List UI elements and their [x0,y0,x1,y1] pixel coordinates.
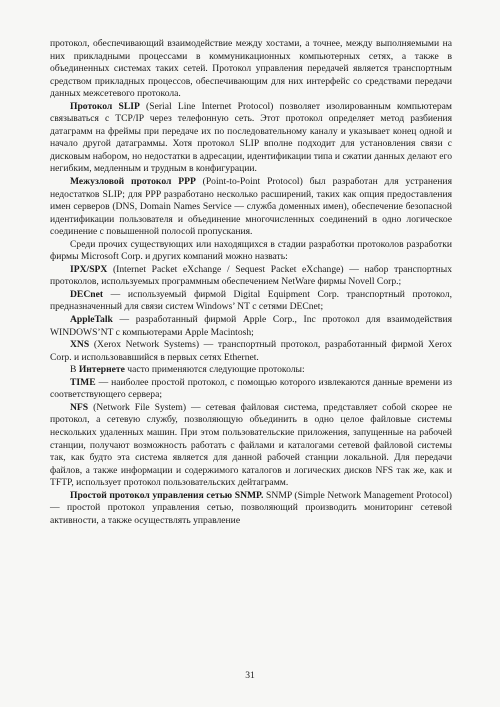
paragraph-text: протокол, обеспечивающий взаимодействие между хостами, а точнее, между выполняемыми на них прикладными процессами в коммуникационных компьютерных сетях, а также в объединенных системах таких сетей. Протокол управления передачей является транспортным средством прикладных процессов, обеспечивающим для них интерфейс со средствами передачи данных межсетевого протокола. [50,38,452,100]
paragraph-text: В [70,364,79,376]
paragraph-appletalk [50,314,452,339]
term-heading: AppleTalk [70,314,113,326]
paragraph-tcp-intro [50,38,452,101]
term-heading: Протокол SLIP [70,100,140,112]
paragraph-text: Среди прочих существующих или находящихся в стадии разработки протоколов разработки фирмы Microsoft Corp. и других компаний можно назвать: [50,238,452,263]
term-heading: IPX/SPX [70,263,108,275]
body-text [50,38,452,527]
term-heading: NFS [70,401,89,413]
paragraph-snmp [50,490,452,528]
paragraph-other-protocols [50,239,452,264]
paragraph-time [50,377,452,402]
page-number: 31 [245,670,255,681]
paragraph-text: (Point-to-Point Protocol) был разработан для устранения недостатков SLIP; для PPP разработано несколько расширений, таких как опция предоставления имен серверов (DNS, Domain Names Service — служба доменных имен), обеспечение безопасной идентификации пользователя и объединение многочисленных соединений в одно логическое соединение с повышенной полосой пропускания. [50,176,452,238]
paragraph-text: часто применяются следующие протоколы: [124,364,305,376]
paragraph-decnet [50,289,452,314]
paragraph-text: (Internet Packet eXchange / Sequest Packet eXchange) — набор транспортных протоколов, используемых программным обеспечением NetWare фирмы Novell Corp.; [50,263,452,288]
paragraph-text: (Serial Line Internet Protocol) позволяет изолированным компьютерам связываться с TCP/IP через телефонную сеть. Этот протокол определяет метод разбиения датаграмм на фреймы при передаче их по последовательному каналу и указывает конец одной и начало другой датаграммы. Хотя протокол SLIP вполне подходит для установления связи с дисковым набором, но недостатки в адресации, идентификации типа и сжатии данных делают его негибким, медленным и трудным в конфигурации. [50,100,452,175]
term-heading: TIME [70,376,96,388]
paragraph-text: — наиболее простой протокол, с помощью которого извлекаются данные времени из соответствующего сервера; [50,376,452,401]
term-heading: DECnet [70,288,104,300]
paragraph-text: (Xerox Network Systems) — транспортный протокол, разработанный фирмой Xerox Corp. и использовавшийся в первых сетях Ethernet. [50,339,452,363]
paragraph-text: (Network File System) — сетевая файловая система, представляет собой скорее не протокол, а сетевую службу, позволяющую объединить в одно целое файловые системы нескольких удаленных машин. При этом пользовательские приложения, запущенные на рабочей станции, получают возможность работать с файлами и каталогами сетевой файловой системы так, как будто эта система является для данной рабочей станции локальной. Для передачи файлов, а также информации и содержимого каталогов и логических дисков NFS так же, как и TFTP, использует протокол пользовательских дейтаграмм. [50,401,452,489]
paragraph-slip [50,101,452,176]
paragraph-internet-protocols [50,364,452,377]
paragraph-ipx-spx [50,264,452,289]
paragraph-ppp [50,176,452,239]
paragraph-xns [50,339,452,364]
term-heading: Межузловой протокол PPP [70,176,196,188]
term-heading: Интернете [78,364,125,376]
term-heading: Простой протокол управления сетью SNMP. [70,489,264,501]
paragraph-text: — разработанный фирмой Apple Corp., Inc протокол для взаимодействия WINDOWS’NT с компьютерами Apple Macintosh; [50,314,452,338]
term-heading: XNS [70,339,90,351]
paragraph-text: SNMP (Simple Network Management Protocol) — простой протокол управления сетью, позволяющий производить мониторинг сетевой активности, а также осуществлять управление [50,489,453,526]
paragraph-nfs [50,402,452,490]
paragraph-text: — используемый фирмой Digital Equipment Corp. транспортный протокол, предназначенный для связи систем Windows’ NT с сетями DECnet; [50,288,452,313]
